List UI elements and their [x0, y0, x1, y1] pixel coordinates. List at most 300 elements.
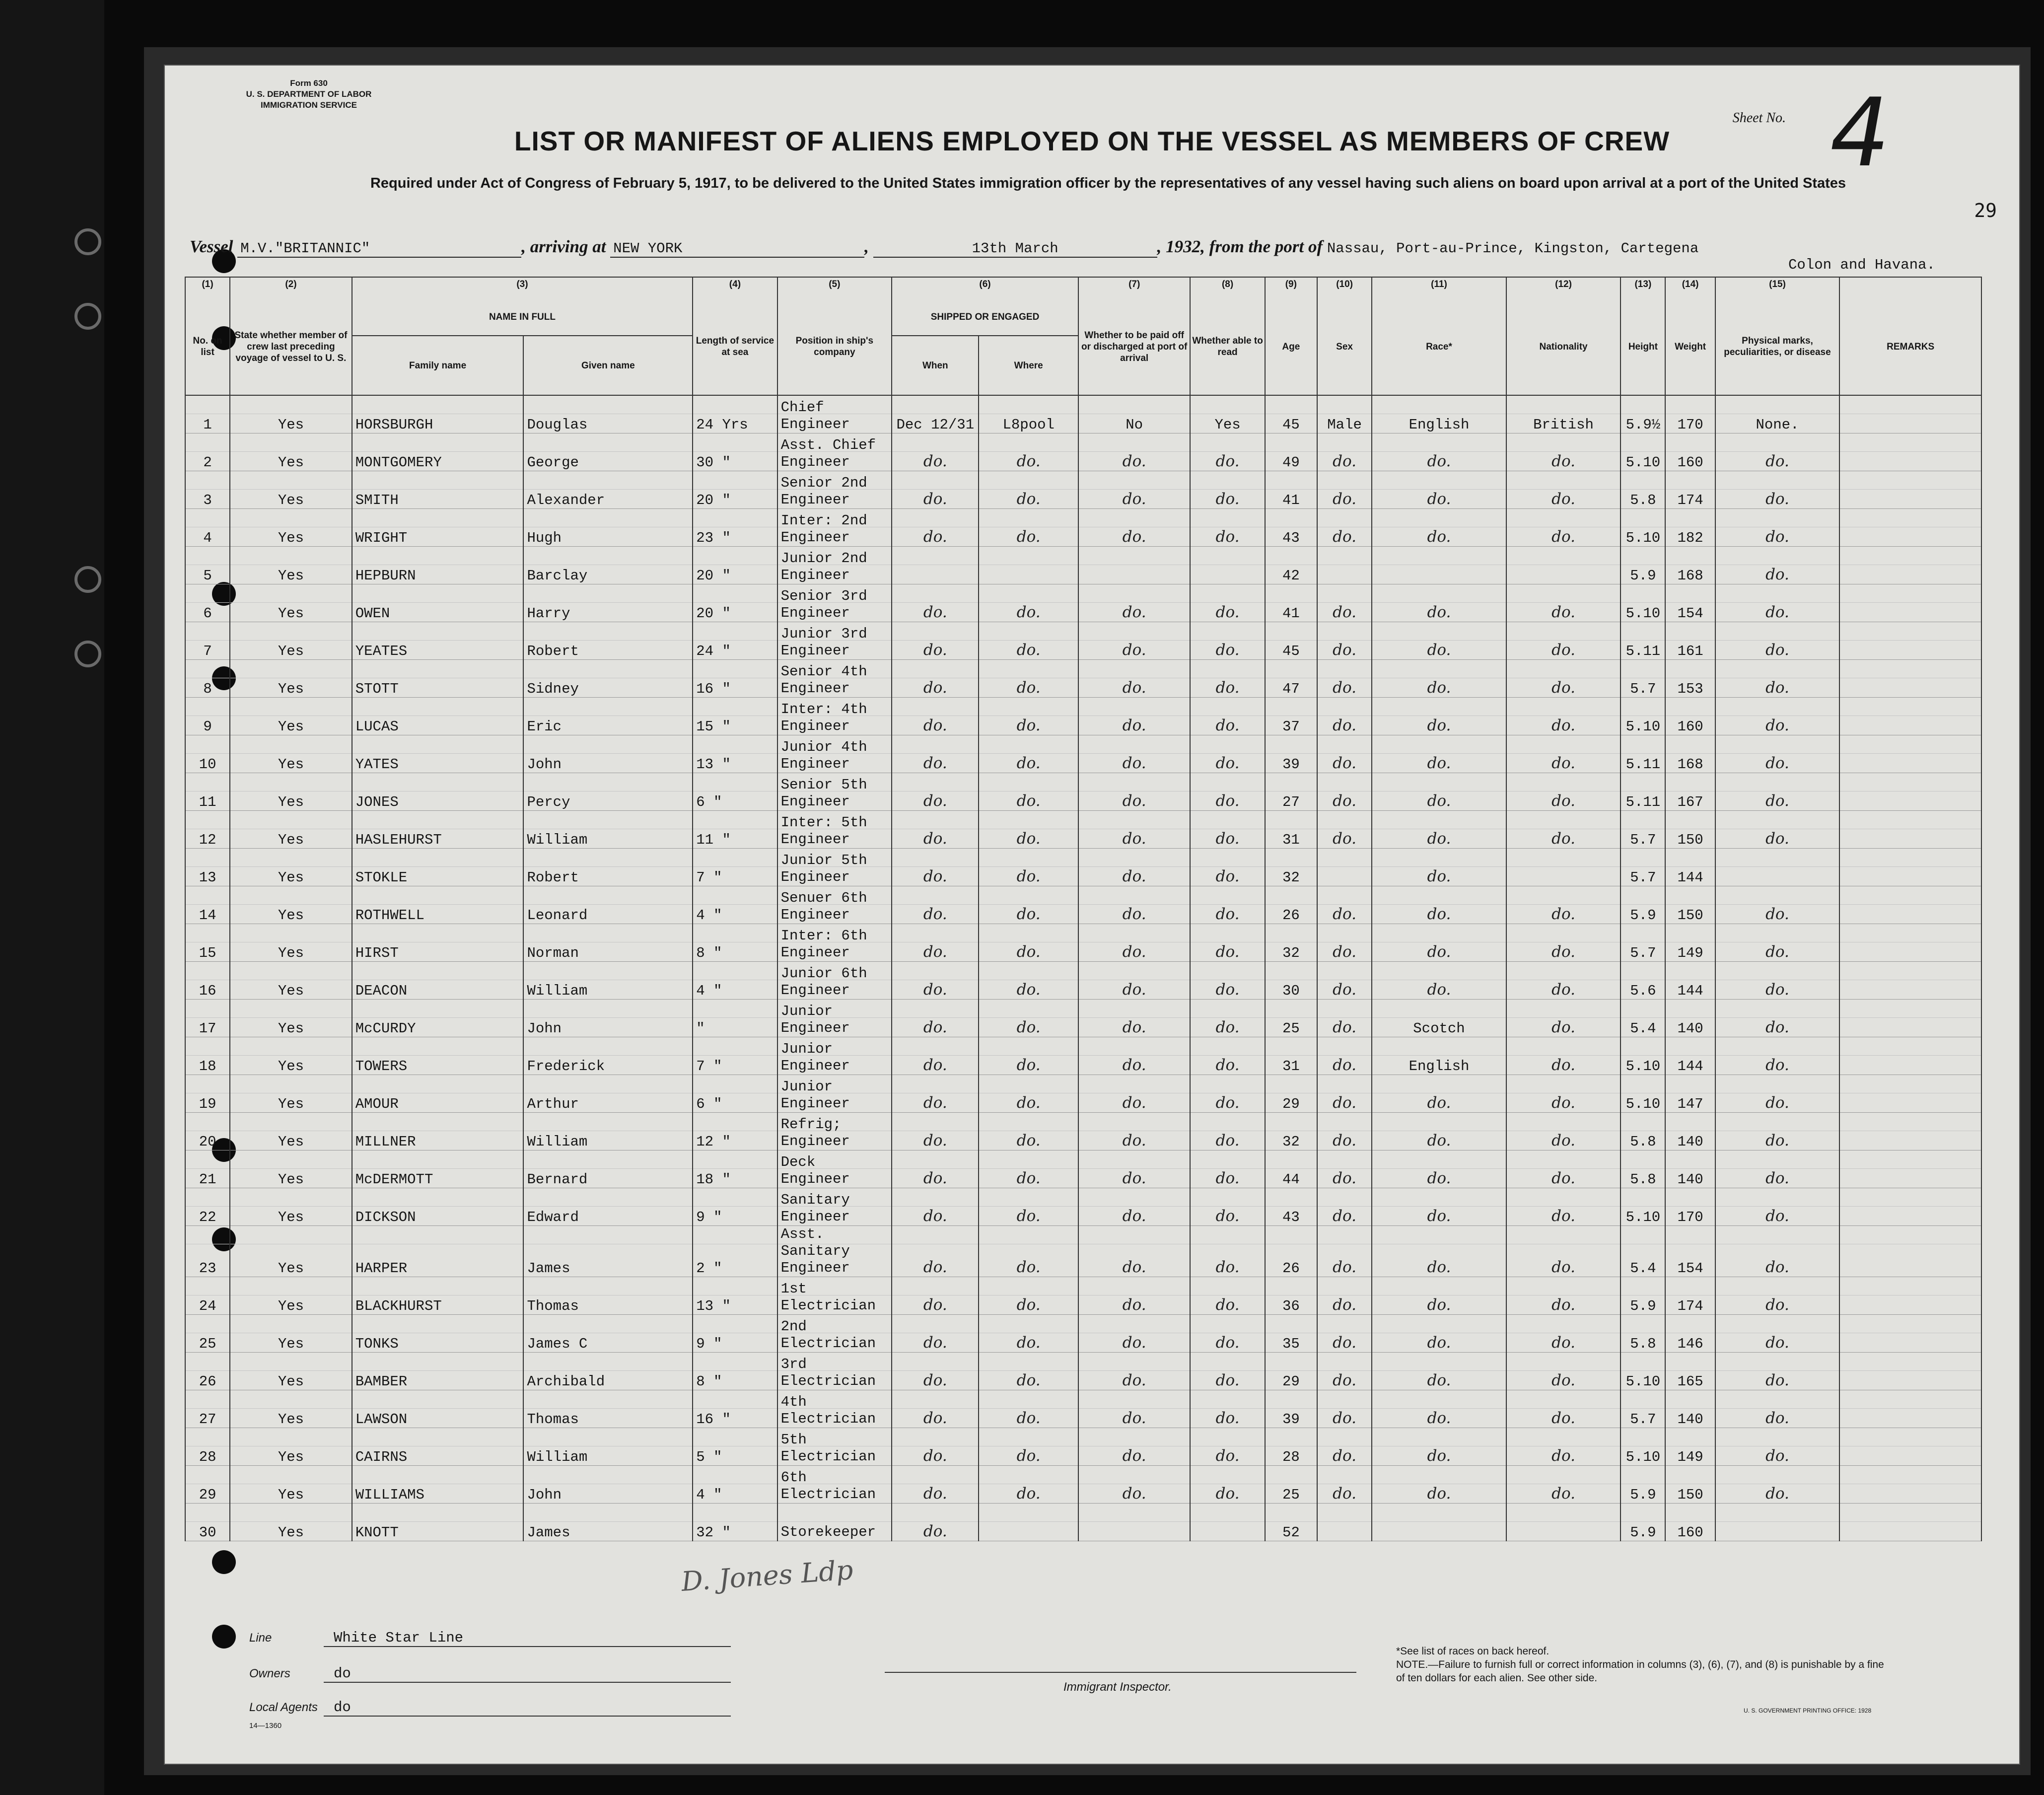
cell-age	[1265, 735, 1317, 773]
header-height: Height	[1621, 298, 1665, 395]
cell-height	[1621, 1113, 1665, 1150]
cell-given-name	[523, 1037, 693, 1075]
age-value: 47	[1282, 681, 1300, 697]
cell-nationality	[1506, 773, 1621, 811]
races-note: *See list of races on back hereof.	[1396, 1646, 1550, 1657]
nationality-value: do.	[1551, 1094, 1575, 1112]
cell-weight	[1665, 509, 1715, 547]
cell-row-number	[185, 1226, 230, 1277]
position-line-2: Engineer	[780, 1133, 850, 1149]
cell-paid-off	[1078, 1037, 1190, 1075]
cell-position	[777, 924, 892, 962]
physical-marks-value: do.	[1765, 452, 1789, 470]
cell-nationality	[1506, 886, 1621, 924]
sex-value: do.	[1333, 1447, 1356, 1465]
able-to-read-value: Yes	[1214, 417, 1241, 433]
member-answer-value: Yes	[278, 756, 304, 773]
cell-family-name	[352, 395, 524, 433]
header-race: Race*	[1372, 298, 1506, 395]
given-name-value: Hugh	[527, 530, 562, 546]
crew-row	[185, 1353, 1981, 1390]
cell-physical-marks	[1715, 811, 1840, 849]
nationality-value: do.	[1551, 830, 1575, 848]
length-of-service-value: 5 "	[696, 1449, 722, 1465]
cell-length-of-service	[693, 547, 777, 584]
col-num: (2)	[230, 277, 352, 298]
cell-given-name	[523, 1353, 693, 1390]
cell-able-to-read	[1190, 924, 1265, 962]
cell-shipped-where	[979, 962, 1078, 1000]
line-value: White Star Line	[324, 1630, 731, 1647]
cell-weight	[1665, 1113, 1715, 1150]
cell-physical-marks	[1715, 773, 1840, 811]
cell-member-answer	[230, 735, 352, 773]
cell-shipped-when	[892, 1113, 979, 1150]
able-to-read-value: do.	[1215, 679, 1240, 697]
col-num: (1)	[185, 277, 230, 298]
cell-given-name	[523, 1188, 693, 1226]
crew-table	[185, 277, 1982, 1541]
height-value: 5.9	[1630, 1298, 1656, 1314]
age-value: 31	[1282, 832, 1300, 848]
length-of-service-value: 11 "	[696, 832, 731, 848]
col-num: (9)	[1265, 277, 1317, 298]
age-value: 26	[1282, 1260, 1300, 1277]
cell-member-answer	[230, 811, 352, 849]
family-name-value: WILLIAMS	[355, 1487, 424, 1503]
cell-family-name	[352, 1353, 524, 1390]
length-of-service-value: 16 "	[696, 681, 731, 697]
cell-nationality	[1506, 698, 1621, 735]
cell-shipped-where	[979, 735, 1078, 773]
cell-height	[1621, 1390, 1665, 1428]
arrival-date: 13th March	[873, 240, 1157, 258]
position-line-1: Inter: 4th	[780, 701, 867, 718]
cell-remarks	[1839, 622, 1981, 660]
cell-paid-off	[1078, 811, 1190, 849]
cell-row-number	[185, 811, 230, 849]
cell-weight	[1665, 471, 1715, 509]
crew-table-container	[185, 277, 1982, 1694]
binder-ring	[74, 303, 101, 330]
cell-shipped-when	[892, 1075, 979, 1113]
cell-remarks	[1839, 433, 1981, 471]
paid-off-value: No	[1126, 417, 1143, 433]
height-value: 5.11	[1625, 756, 1661, 773]
col-num: (15)	[1715, 277, 1840, 298]
cell-physical-marks	[1715, 1150, 1840, 1188]
cell-position	[777, 1150, 892, 1188]
cell-physical-marks	[1715, 509, 1840, 547]
cell-family-name	[352, 1188, 524, 1226]
crew-table-body	[185, 395, 1981, 1541]
crew-row	[185, 1188, 1981, 1226]
cell-nationality	[1506, 660, 1621, 698]
weight-value: 167	[1677, 794, 1703, 810]
position-line-2: Engineer	[780, 1260, 850, 1276]
cell-sex	[1317, 886, 1372, 924]
length-of-service-value: 8 "	[696, 945, 722, 961]
cell-length-of-service	[693, 698, 777, 735]
cell-length-of-service	[693, 886, 777, 924]
given-name-value: Edward	[527, 1209, 579, 1225]
age-value: 49	[1282, 454, 1300, 471]
position-line-2: Engineer	[780, 1095, 850, 1112]
age-value: 44	[1282, 1171, 1300, 1188]
member-answer-value: Yes	[278, 832, 304, 848]
given-name-value: James C	[527, 1336, 588, 1352]
cell-age	[1265, 1277, 1317, 1315]
row-number-value: 10	[199, 756, 216, 773]
shipped-when-value: do.	[923, 943, 947, 961]
cell-height	[1621, 584, 1665, 622]
document-title: LIST OR MANIFEST OF ALIENS EMPLOYED ON THE VESSEL AS MEMBERS OF CREW	[514, 126, 1670, 156]
cell-member-answer	[230, 1188, 352, 1226]
cell-remarks	[1839, 1315, 1981, 1353]
cell-nationality	[1506, 1504, 1621, 1541]
height-value: 5.8	[1630, 1134, 1656, 1150]
weight-value: 150	[1677, 907, 1703, 924]
paid-off-value: do.	[1122, 1334, 1146, 1352]
cell-nationality	[1506, 962, 1621, 1000]
cell-shipped-when	[892, 509, 979, 547]
cell-length-of-service	[693, 433, 777, 471]
height-value: 5.7	[1630, 832, 1656, 848]
cell-age	[1265, 1504, 1317, 1541]
cell-height	[1621, 1150, 1665, 1188]
cell-age	[1265, 924, 1317, 962]
cell-weight	[1665, 395, 1715, 433]
physical-marks-value: do.	[1765, 603, 1789, 621]
cell-shipped-when	[892, 1504, 979, 1541]
cell-given-name	[523, 962, 693, 1000]
cell-height	[1621, 735, 1665, 773]
cell-row-number	[185, 1000, 230, 1037]
nationality-value: do.	[1551, 1132, 1575, 1149]
cell-shipped-where	[979, 811, 1078, 849]
cell-sex	[1317, 660, 1372, 698]
weight-value: 165	[1677, 1373, 1703, 1390]
sex-value: Male	[1327, 417, 1362, 433]
cell-family-name	[352, 962, 524, 1000]
sex-value: do.	[1333, 1018, 1356, 1036]
cell-nationality	[1506, 1150, 1621, 1188]
sex-value: do.	[1333, 1409, 1356, 1427]
cell-sex	[1317, 471, 1372, 509]
member-answer-value: Yes	[278, 794, 304, 810]
from-port-label: , from the port of	[1200, 237, 1323, 256]
sex-value: do.	[1333, 603, 1356, 621]
cell-given-name	[523, 1075, 693, 1113]
length-of-service-value: 24 Yrs	[696, 417, 748, 433]
cell-row-number	[185, 1315, 230, 1353]
cell-family-name	[352, 811, 524, 849]
cell-age	[1265, 433, 1317, 471]
cell-paid-off	[1078, 471, 1190, 509]
cell-race	[1372, 1150, 1506, 1188]
cell-weight	[1665, 811, 1715, 849]
row-number-value: 8	[203, 681, 212, 697]
race-value: do.	[1427, 792, 1451, 810]
cell-shipped-when	[892, 584, 979, 622]
given-name-value: James	[527, 1260, 570, 1277]
cell-height	[1621, 811, 1665, 849]
arrival-port: NEW YORK	[610, 240, 864, 258]
header-nationality: Nationality	[1506, 298, 1621, 395]
cell-nationality	[1506, 395, 1621, 433]
cell-member-answer	[230, 962, 352, 1000]
cell-paid-off	[1078, 698, 1190, 735]
cell-row-number	[185, 962, 230, 1000]
given-name-value: Thomas	[527, 1298, 579, 1314]
handwritten-signature: D. Jones Ldp	[680, 1554, 854, 1598]
cell-paid-off	[1078, 849, 1190, 886]
cell-position	[777, 773, 892, 811]
physical-marks-value: do.	[1765, 1094, 1789, 1112]
physical-marks-value: do.	[1765, 1334, 1789, 1352]
year-prefix: , 19	[1157, 237, 1184, 256]
cell-shipped-when	[892, 1000, 979, 1037]
given-name-value: William	[527, 1449, 588, 1465]
position-line-1: Junior 4th	[780, 739, 867, 755]
cell-race	[1372, 433, 1506, 471]
cell-race	[1372, 811, 1506, 849]
cell-member-answer	[230, 698, 352, 735]
vessel-name: M.V."BRITANNIC"	[237, 240, 521, 258]
shipped-when-value: do.	[923, 679, 947, 697]
nationality-value: do.	[1551, 905, 1575, 923]
cell-length-of-service	[693, 1428, 777, 1466]
cell-row-number	[185, 1277, 230, 1315]
cell-nationality	[1506, 1113, 1621, 1150]
shipped-when-value: do.	[923, 905, 947, 923]
cell-physical-marks	[1715, 1226, 1840, 1277]
cell-paid-off	[1078, 1504, 1190, 1541]
cell-age	[1265, 584, 1317, 622]
cell-row-number	[185, 1353, 230, 1390]
cell-nationality	[1506, 811, 1621, 849]
cell-paid-off	[1078, 660, 1190, 698]
cell-given-name	[523, 1113, 693, 1150]
cell-shipped-where	[979, 698, 1078, 735]
given-name-value: John	[527, 1487, 562, 1503]
position-line-2: Engineer	[780, 1020, 850, 1036]
position-line-1: Inter: 5th	[780, 814, 867, 831]
cell-age	[1265, 886, 1317, 924]
shipped-when-value: do.	[923, 717, 947, 734]
shipped-where-value: do.	[1016, 1018, 1041, 1036]
shipped-where-value: do.	[1016, 717, 1041, 734]
cell-shipped-when	[892, 1353, 979, 1390]
cell-length-of-service	[693, 584, 777, 622]
height-value: 5.9	[1630, 568, 1656, 584]
cell-row-number	[185, 924, 230, 962]
position-line-1: Senuer 6th	[780, 890, 867, 906]
cell-length-of-service	[693, 660, 777, 698]
paid-off-value: do.	[1122, 943, 1146, 961]
length-of-service-value: 4 "	[696, 907, 722, 924]
given-name-value: Frederick	[527, 1058, 605, 1075]
cell-able-to-read	[1190, 547, 1265, 584]
cell-length-of-service	[693, 509, 777, 547]
crew-row	[185, 962, 1981, 1000]
shipped-when-value: do.	[923, 1094, 947, 1112]
shipped-where-value: do.	[1016, 603, 1041, 621]
cell-member-answer	[230, 1037, 352, 1075]
age-value: 29	[1282, 1373, 1300, 1390]
cell-member-answer	[230, 622, 352, 660]
cell-position	[777, 698, 892, 735]
cell-family-name	[352, 735, 524, 773]
cell-age	[1265, 1150, 1317, 1188]
cell-shipped-when	[892, 1150, 979, 1188]
cell-shipped-where	[979, 1315, 1078, 1353]
paid-off-value: do.	[1122, 867, 1146, 885]
crew-row	[185, 1226, 1981, 1277]
cell-able-to-read	[1190, 660, 1265, 698]
cell-member-answer	[230, 1113, 352, 1150]
length-of-service-value: 6 "	[696, 1096, 722, 1112]
given-name-value: Leonard	[527, 907, 588, 924]
position-line-2: Engineer	[780, 567, 850, 583]
weight-value: 174	[1677, 492, 1703, 508]
row-number-value: 28	[199, 1449, 216, 1465]
position-line-2: Electrician	[780, 1297, 876, 1314]
cell-age	[1265, 1113, 1317, 1150]
cell-weight	[1665, 1353, 1715, 1390]
sex-value: do.	[1333, 1258, 1356, 1276]
row-number-value: 2	[203, 454, 212, 471]
cell-family-name	[352, 886, 524, 924]
race-value: do.	[1427, 981, 1451, 999]
position-line-1: Deck	[780, 1154, 816, 1170]
position-line-1: 6th	[780, 1469, 807, 1486]
age-value: 39	[1282, 1411, 1300, 1428]
cell-shipped-where	[979, 660, 1078, 698]
cell-paid-off	[1078, 622, 1190, 660]
age-value: 52	[1282, 1524, 1300, 1541]
family-name-value: HARPER	[355, 1260, 408, 1277]
line-label: Line	[249, 1631, 272, 1645]
weight-value: 154	[1677, 1260, 1703, 1277]
physical-marks-value: do.	[1765, 1371, 1789, 1389]
paid-off-value: do.	[1122, 1296, 1146, 1314]
cell-given-name	[523, 433, 693, 471]
able-to-read-value: do.	[1215, 1485, 1240, 1503]
position-line-2: Engineer	[780, 1171, 850, 1187]
cell-race	[1372, 698, 1506, 735]
cell-able-to-read	[1190, 886, 1265, 924]
given-name-value: John	[527, 1020, 562, 1037]
race-value: do.	[1427, 1132, 1451, 1149]
able-to-read-value: do.	[1215, 830, 1240, 848]
family-name-value: MONTGOMERY	[355, 454, 442, 471]
nationality-value: do.	[1551, 1334, 1575, 1352]
physical-marks-value: do.	[1765, 1296, 1789, 1314]
crew-row	[185, 1000, 1981, 1037]
member-answer-value: Yes	[278, 417, 304, 433]
paid-off-value: do.	[1122, 1056, 1146, 1074]
nationality-value: do.	[1551, 1258, 1575, 1276]
cell-position	[777, 1226, 892, 1277]
shipped-when-value: do.	[923, 1169, 947, 1187]
cell-paid-off	[1078, 924, 1190, 962]
cell-row-number	[185, 698, 230, 735]
row-number-value: 29	[199, 1487, 216, 1503]
cell-position	[777, 395, 892, 433]
member-answer-value: Yes	[278, 1373, 304, 1390]
cell-row-number	[185, 471, 230, 509]
cell-height	[1621, 1188, 1665, 1226]
form-service: IMMIGRATION SERVICE	[261, 100, 357, 110]
cell-member-answer	[230, 1428, 352, 1466]
cell-physical-marks	[1715, 1113, 1840, 1150]
age-value: 25	[1282, 1487, 1300, 1503]
cell-nationality	[1506, 1315, 1621, 1353]
cell-sex	[1317, 395, 1372, 433]
cell-weight	[1665, 924, 1715, 962]
cell-length-of-service	[693, 1353, 777, 1390]
physical-marks-value: do.	[1765, 792, 1789, 810]
race-value: do.	[1427, 830, 1451, 848]
cell-paid-off	[1078, 509, 1190, 547]
cell-age	[1265, 1226, 1317, 1277]
cell-height	[1621, 886, 1665, 924]
length-of-service-value: 30 "	[696, 454, 731, 471]
cell-weight	[1665, 1315, 1715, 1353]
family-name-value: McDERMOTT	[355, 1171, 433, 1188]
position-line-1: Senior 4th	[780, 663, 867, 680]
cell-given-name	[523, 1315, 693, 1353]
cell-able-to-read	[1190, 395, 1265, 433]
height-value: 5.10	[1625, 1096, 1661, 1112]
cell-length-of-service	[693, 773, 777, 811]
cell-weight	[1665, 849, 1715, 886]
sex-value: do.	[1333, 754, 1356, 772]
cell-physical-marks	[1715, 584, 1840, 622]
weight-value: 160	[1677, 1524, 1703, 1541]
position-line-1: Inter: 2nd	[780, 512, 867, 529]
shipped-where-value: do.	[1016, 452, 1041, 470]
cell-member-answer	[230, 849, 352, 886]
shipped-when-value: do.	[923, 981, 947, 999]
cell-shipped-when	[892, 622, 979, 660]
cell-sex	[1317, 811, 1372, 849]
cell-member-answer	[230, 509, 352, 547]
cell-position	[777, 1353, 892, 1390]
sex-value: do.	[1333, 452, 1356, 470]
cell-nationality	[1506, 1075, 1621, 1113]
nationality-value: do.	[1551, 1371, 1575, 1389]
cell-row-number	[185, 773, 230, 811]
family-name-value: HORSBURGH	[355, 417, 433, 433]
cell-family-name	[352, 698, 524, 735]
cell-height	[1621, 1037, 1665, 1075]
cell-member-answer	[230, 1075, 352, 1113]
cell-shipped-when	[892, 886, 979, 924]
race-value: do.	[1427, 490, 1451, 508]
cell-race	[1372, 622, 1506, 660]
cell-length-of-service	[693, 1000, 777, 1037]
physical-marks-value: do.	[1765, 641, 1789, 659]
position-line-2: Engineer	[780, 831, 850, 848]
shipped-when-value: do.	[923, 1258, 947, 1276]
crew-row	[185, 1466, 1981, 1504]
physical-marks-value: do.	[1765, 717, 1789, 734]
cell-row-number	[185, 1390, 230, 1428]
header-physical-marks: Physical marks, peculiarities, or disease	[1715, 298, 1840, 395]
cell-weight	[1665, 698, 1715, 735]
